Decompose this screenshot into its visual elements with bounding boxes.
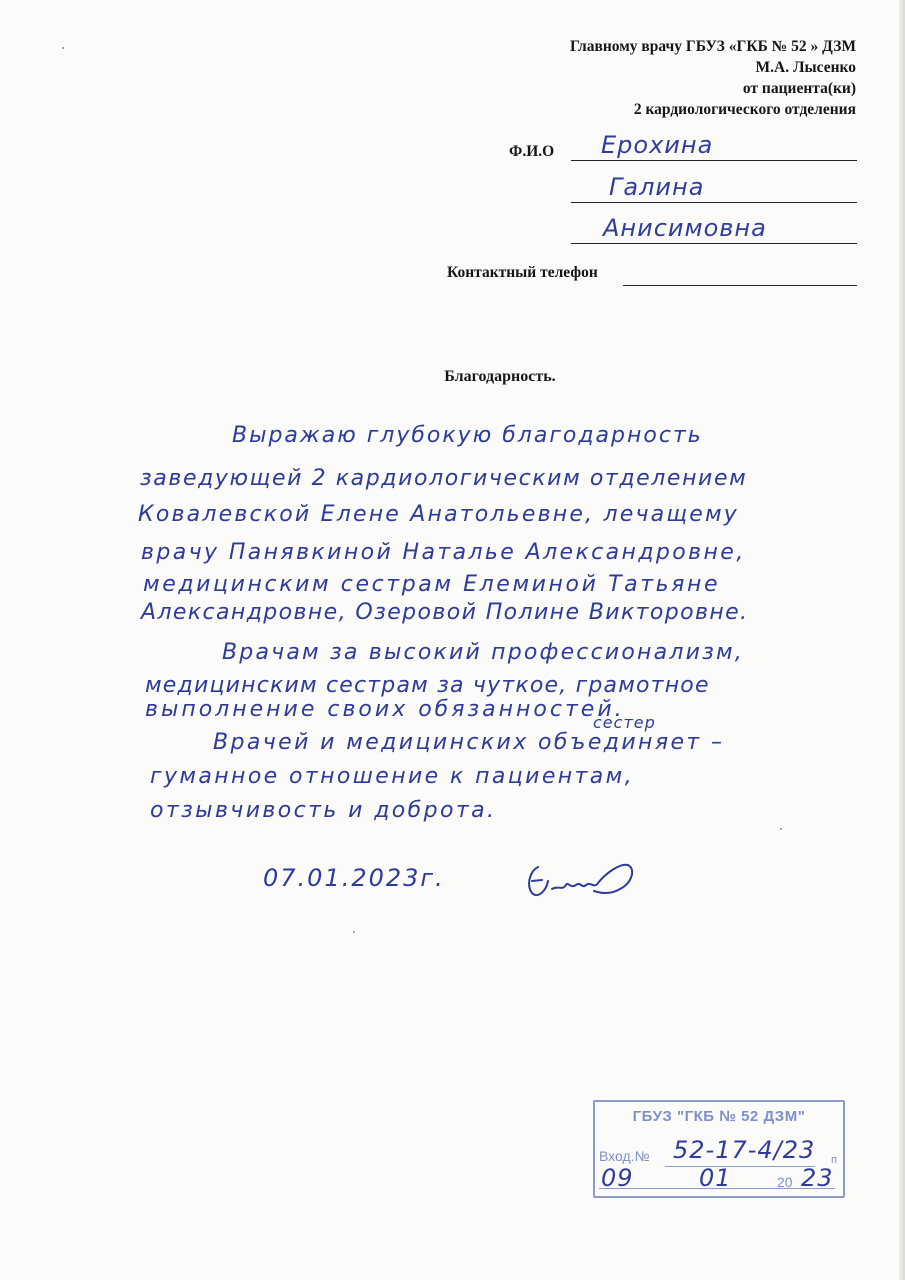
stamp-year-prefix: 20 — [777, 1174, 793, 1190]
body-line: Врачей и медицинских объединяет – — [213, 730, 725, 755]
scan-speck — [780, 828, 782, 830]
contact-phone-line — [623, 266, 857, 286]
stamp-month: 01 — [699, 1164, 732, 1192]
fio-surname-line — [571, 120, 857, 161]
stamp-incoming-number: 52-17-4/23 — [673, 1136, 816, 1164]
body-line: медицинским сестрам за чуткое, грамотное — [145, 673, 710, 698]
scan-speck — [353, 931, 355, 933]
fio-patronymic-line — [571, 203, 857, 244]
body-line: медицинским сестрам Елеминой Татьяне — [143, 572, 721, 597]
fio-patronymic-handwritten: Анисимовна — [603, 214, 767, 242]
scan-speck — [62, 47, 64, 49]
document-title: Благодарность. — [444, 368, 556, 385]
addressee-line-4: 2 кардиологического отделения — [633, 101, 856, 118]
addressee-line-3: от пациента(ки) — [742, 80, 856, 97]
letter-date: 07.01.2023г. — [263, 864, 445, 892]
addressee-line-2: М.А. Лысенко — [755, 59, 856, 76]
body-line: выполнение своих обязанностей. — [145, 697, 625, 722]
addressee-block — [436, 36, 856, 120]
body-line: гуманное отношение к пациентам, — [150, 764, 635, 789]
body-line: Александровне, Озеровой Полине Викторовне. — [141, 600, 749, 625]
body-line: отзывчивость и доброта. — [150, 798, 497, 823]
addressee-line-1: Главному врачу ГБУЗ «ГКБ № 52 » ДЗМ — [569, 38, 856, 55]
stamp-p-label: п — [831, 1154, 837, 1166]
stamp-number-line — [665, 1166, 815, 1167]
contact-phone-label: Контактный телефон — [447, 264, 598, 281]
body-line: Врачам за высокий профессионализм, — [222, 640, 744, 665]
scan-edge-shadow — [899, 0, 905, 1280]
fio-name-handwritten: Галина — [609, 173, 705, 201]
stamp-incoming-label: Вход.№ — [599, 1148, 650, 1164]
body-insertion: сестер — [593, 713, 656, 732]
signature-scribble — [524, 855, 644, 905]
stamp-year-suffix: 23 — [801, 1164, 834, 1192]
body-line: Ковалевской Елене Анатольевне, лечащему — [138, 502, 740, 527]
body-line: Выражаю глубокую благодарность — [232, 423, 703, 448]
body-line: врачу Панявкиной Наталье Александровне, — [141, 540, 746, 565]
fio-surname-handwritten: Ерохина — [601, 131, 714, 159]
fio-label: Ф.И.О — [509, 143, 555, 160]
stamp-day: 09 — [601, 1164, 634, 1192]
registration-stamp — [593, 1100, 845, 1198]
body-line: заведующей 2 кардиологическим отделением — [140, 466, 748, 491]
fio-name-line — [571, 162, 857, 203]
stamp-organization: ГБУЗ "ГКБ № 52 ДЗМ" — [632, 1108, 806, 1125]
